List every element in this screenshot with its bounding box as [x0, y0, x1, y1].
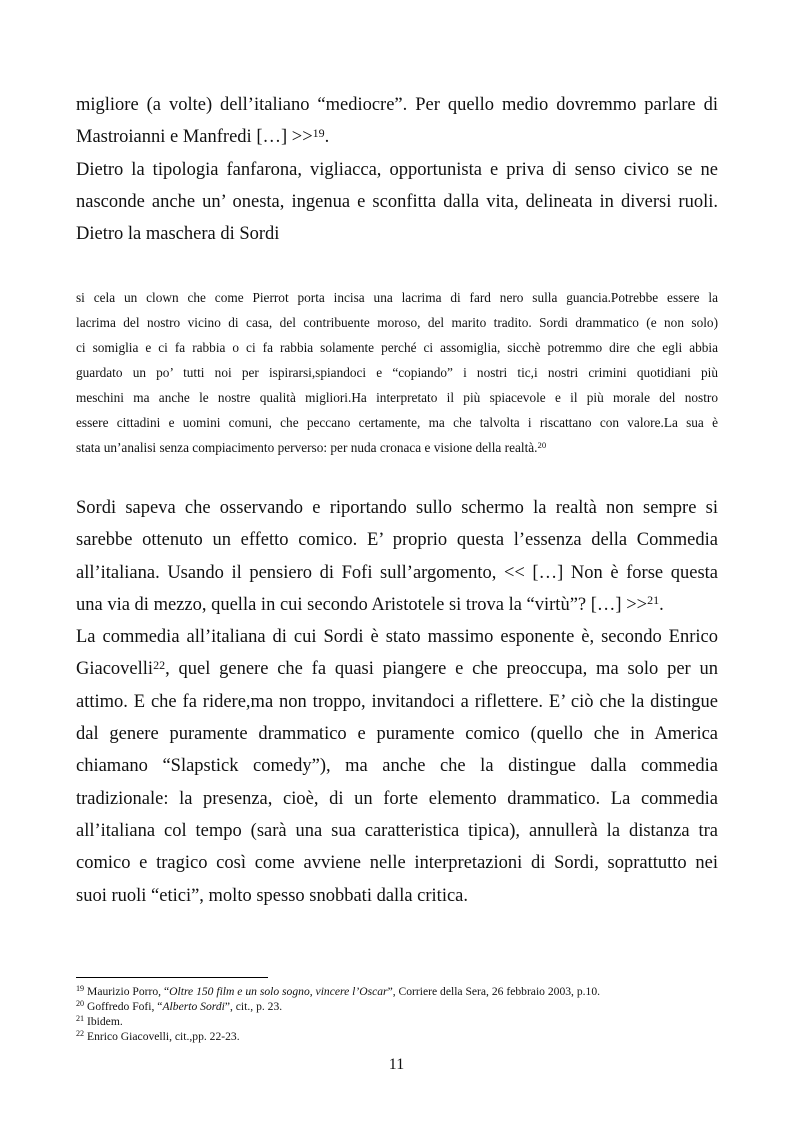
footnote-20: $^{20}$ Goffredo Fofi, “Alberto Sordi”, cit., p. 23. [76, 998, 283, 1013]
text-line: tradizionale: la presenza, cioè, di un forte elemento drammatico. La commedia [76, 788, 718, 809]
text-line: Dietro la maschera di Sordi [76, 224, 280, 245]
footnote-22: $^{22}$ Enrico Giacovelli, cit.,pp. 22-23. [76, 1028, 240, 1043]
text-line: suoi ruoli “etici”, molto spesso snobbati dalla critica. [76, 885, 469, 906]
text-line: sarebbe ottenuto un effetto comico. E’ proprio questa l’essenza della Commedia [76, 530, 718, 551]
page-number: 11 [388, 1056, 405, 1073]
footnote-number: 22 [76, 1028, 85, 1038]
text-line: una via di mezzo, quella in cui secondo Aristotele si trova la “virtù”? […] >>$^{21}$. [76, 593, 664, 615]
text-line: Sordi sapeva che osservando e riportando sullo schermo la realtà non sempre si [76, 498, 718, 518]
footnote-ref-22[interactable]: 22 [153, 658, 166, 673]
footnote-divider [76, 977, 268, 978]
footnote-ref-19[interactable]: 19 [312, 125, 325, 140]
footnote-number: 19 [76, 983, 85, 993]
quote-line: stata un’analisi senza compiacimento perverso: per nuda cronaca e visione della realtà.$^{20}$ [76, 440, 547, 455]
quote-line: lacrima del nostro vicino di casa, del contribuente moroso, del marito tradito. Sordi drammatico (e non solo) [76, 315, 718, 330]
footnote-ref-20[interactable]: 20 [537, 440, 547, 451]
text-line: comico e tragico così come avviene nelle interpretazioni di Sordi, soprattutto nei [76, 853, 718, 874]
text-line: all’italiana. Usando il pensiero di Fofi sull’argomento, << […] Non è forse questa [76, 562, 718, 583]
quote-line: si cela un clown che come Pierrot porta incisa una lacrima di fard nero sulla guancia.Potrebbe essere la [76, 290, 718, 305]
paragraph-1 [76, 89, 718, 250]
text-line: Giacovelli$^{22}$, quel genere che fa quasi piangere e che preoccupa, ma solo per un [76, 658, 718, 680]
quote-line: essere cittadini e uomini comuni, che peccano certamente, ma che talvolta i riscattano con valore.La sua è [76, 415, 718, 430]
text-line: attimo. E che fa ridere,ma non troppo, invitandoci a riflettere. E’ ciò che la distingue [76, 691, 718, 712]
quote-line: meschini ma anche le nostre qualità migliori.Ha interpretato il più spiacevole e il più morale del nostro [76, 390, 718, 405]
quote-line: guardato un po’ tutti noi per ispirarsi,spiandoci e “copiando” i nostri tic,i nostri crimini quotidiani più [76, 365, 718, 380]
quote-line: ci somiglia e ci fa rabbia o ci fa rabbia solamente perché ci assomiglia, sicchè potremmo dire che egli abbia [76, 340, 718, 355]
text-line: Dietro la tipologia fanfarona, vigliacca, opportunista e priva di senso civico se ne [76, 159, 718, 180]
footnote-number: 21 [76, 1013, 85, 1023]
text-line: all’italiana col tempo (sarà una sua caratteristica tipica), annullerà la distanza tra [76, 820, 718, 841]
footnote-title: Alberto Sordi [162, 1000, 225, 1013]
text-line: nasconde anche un’ onesta, ingenua e sconfitta dalla vita, delineata in diversi ruoli. [76, 191, 718, 212]
text-line: chiamano “Slapstick comedy”), ma anche che la distingue dalla commedia [76, 756, 718, 777]
text-line: dal genere puramente drammatico e puramente comico (quello che in America [76, 724, 718, 745]
footnote-21: $^{21}$ Ibidem. [76, 1013, 123, 1028]
text-line: La commedia all’italiana di cui Sordi è stato massimo esponente è, secondo Enrico [76, 627, 718, 648]
text-line: migliore (a volte) dell’italiano “mediocre”. Per quello medio dovremmo parlare di [76, 95, 718, 115]
paragraph-2 [76, 492, 718, 912]
footnote-19: $^{19}$ Maurizio Porro, “Oltre 150 film e un solo sogno, vincere l’Oscar”, Corriere della Sera, 26 febbraio 2003, p.10. [76, 983, 601, 998]
footnote-ref-21[interactable]: 21 [647, 593, 660, 608]
text-line: Mastroianni e Manfredi […] >>$^{19}$. [76, 125, 330, 148]
block-quote [76, 285, 718, 460]
footnote-number: 20 [76, 998, 85, 1008]
footnote-title: Oltre 150 film e un solo sogno, vincere l’Oscar [169, 985, 388, 998]
